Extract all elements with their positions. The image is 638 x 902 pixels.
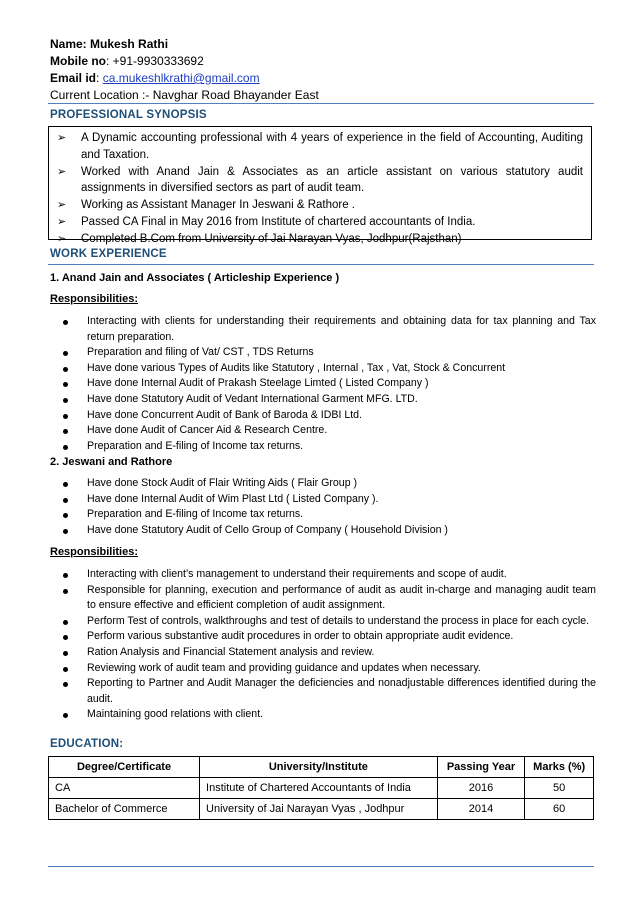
degree-cell: CA — [49, 778, 200, 799]
bullet-icon — [63, 667, 68, 672]
list-item-text: Reviewing work of audit team and providing guidance and updates when necessary. — [87, 661, 481, 674]
list-item-text: Have done Stock Audit of Flair Writing Aids ( Flair Group ) — [87, 477, 358, 489]
year-cell: 2014 — [437, 799, 525, 820]
bullet-icon — [63, 635, 68, 640]
list-item-text: Have done Internal Audit of Wim Plast Ltd ( Listed Company ). — [87, 492, 379, 505]
list-item — [50, 523, 596, 539]
list-item — [55, 214, 583, 231]
marks-cell: 60 — [525, 799, 594, 820]
education-title: EDUCATION: — [50, 738, 124, 750]
list-item-text: Reporting to Partner and Audit Manager the deficiencies and nonadjustable differences identified during the audit. — [87, 677, 596, 705]
work-title: WORK EXPERIENCE — [50, 248, 167, 260]
job2-responsibilities-list — [50, 567, 596, 723]
education-header-row — [49, 757, 594, 778]
list-item — [50, 439, 596, 455]
bullet-icon — [63, 429, 68, 434]
arrow-bullet-icon: ➢ — [57, 232, 67, 245]
arrow-bullet-icon: ➢ — [57, 215, 67, 228]
list-item-text: Working as Assistant Manager In Jeswani & Rathore . — [81, 199, 356, 212]
list-item-text: Perform Test of controls, walkthroughs and test of details to understand the process in place for each cycle. — [87, 614, 590, 627]
list-item-text: Perform various substantive audit procedures in order to obtain appropriate audit evidence. — [87, 630, 514, 643]
list-item — [50, 376, 596, 392]
list-item-text: A Dynamic accounting professional with 4 years of experience in the field of Accounting, Auditing and Taxation. — [81, 132, 583, 161]
job1-list — [50, 314, 596, 454]
list-item-text: Preparation and E-filing of Income tax returns. — [87, 508, 304, 521]
bullet-icon — [63, 498, 68, 503]
list-item — [55, 164, 583, 198]
mobile-line — [50, 53, 319, 70]
list-item-text: Interacting with clients for understanding their requirements and obtaining data for tax planning and Tax return preparation. — [87, 315, 596, 343]
header-passing-year: Passing Year — [437, 757, 525, 778]
list-item-text: Have done Statutory Audit of Vedant International Garment MFG. LTD. — [87, 392, 418, 405]
year-cell: 2016 — [437, 778, 525, 799]
bullet-icon — [63, 482, 68, 487]
university-cell: Institute of Chartered Accountants of India — [200, 778, 438, 799]
arrow-bullet-icon: ➢ — [57, 165, 67, 178]
list-item-text: Completed B.Com from University of Jai Narayan Vyas, Jodhpur(Rajsthan) — [81, 232, 462, 245]
bullet-icon — [63, 351, 68, 356]
location-line: Current Location :- Navghar Road Bhayander East — [50, 88, 319, 102]
list-item — [55, 197, 583, 214]
list-item — [50, 476, 596, 492]
bullet-icon — [63, 620, 68, 625]
education-table — [48, 756, 594, 820]
bullet-icon — [63, 382, 68, 387]
name-label: Name: — [50, 37, 91, 51]
list-item-text: Preparation and E-filing of Income tax returns. — [87, 439, 304, 452]
list-item-text: Have done Statutory Audit of Cello Group of Company ( Household Division ) — [87, 523, 448, 536]
list-item-text: Have done Internal Audit of Prakash Steelage Limted ( Listed Company ) — [87, 377, 429, 390]
bullet-icon — [63, 320, 68, 325]
bullet-icon — [63, 529, 68, 534]
mobile-value: : +91-9930333692 — [106, 54, 204, 68]
synopsis-box — [48, 126, 592, 245]
job2-responsibilities-label: Responsibilities: — [50, 546, 139, 558]
list-item — [50, 408, 596, 424]
list-item-text: Have done Concurrent Audit of Bank of Baroda & IDBI Ltd. — [87, 408, 363, 421]
header-degree: Degree/Certificate — [49, 757, 200, 778]
list-item — [50, 676, 596, 707]
arrow-bullet-icon: ➢ — [57, 132, 67, 144]
name-line — [50, 36, 319, 53]
bullet-icon — [63, 651, 68, 656]
mobile-label: Mobile no — [50, 54, 106, 68]
job1-responsibilities-label: Responsibilities: — [50, 293, 139, 305]
email-line — [50, 70, 319, 87]
bullet-icon — [63, 713, 68, 718]
list-item — [50, 707, 596, 723]
header-university: University/Institute — [200, 757, 438, 778]
bullet-icon — [63, 589, 68, 594]
list-item — [50, 629, 596, 645]
table-row — [49, 799, 594, 820]
list-item — [50, 492, 596, 508]
divider — [48, 264, 594, 265]
job2-title: 2. Jeswani and Rathore — [50, 456, 173, 468]
list-item — [55, 130, 583, 164]
email-link[interactable]: ca.mukeshlkrathi@gmail.com — [102, 71, 260, 85]
list-item — [50, 645, 596, 661]
list-item — [50, 614, 596, 630]
bullet-icon — [63, 513, 68, 518]
divider — [48, 103, 594, 104]
list-item — [55, 231, 583, 248]
bullet-icon — [63, 367, 68, 372]
job1-title: 1. Anand Jain and Associates ( Articleship Experience ) — [50, 272, 340, 284]
list-item — [50, 392, 596, 408]
bullet-icon — [63, 573, 68, 578]
contact-block — [50, 36, 319, 104]
list-item — [50, 423, 596, 439]
bullet-icon — [63, 682, 68, 687]
university-cell: University of Jai Narayan Vyas , Jodhpur — [200, 799, 438, 820]
list-item-text: Interacting with client’s management to understand their requirements and scope of audit. — [87, 568, 507, 580]
synopsis-title: PROFESSIONAL SYNOPSIS — [50, 109, 207, 121]
list-item — [50, 361, 596, 377]
list-item — [50, 567, 596, 583]
list-item — [50, 314, 596, 345]
email-label: Email id — [50, 71, 97, 85]
list-item-text: Ration Analysis and Financial Statement analysis and review. — [87, 645, 375, 658]
list-item-text: Preparation and filing of Vat/ CST , TDS Returns — [87, 346, 314, 359]
synopsis-list — [55, 130, 583, 248]
list-item-text: Responsible for planning, execution and performance of audit as audit in-charge and managing audit team to ensure effective and efficient completion of audit assignment. — [87, 583, 596, 612]
marks-cell: 50 — [525, 778, 594, 799]
job2-list — [50, 476, 596, 538]
list-item — [50, 345, 596, 361]
footer-divider — [48, 866, 594, 867]
list-item-text: Have done Audit of Cancer Aid & Research Centre. — [87, 424, 328, 437]
name-value: Mukesh Rathi — [90, 37, 169, 51]
list-item — [50, 661, 596, 677]
table-row — [49, 778, 594, 799]
arrow-bullet-icon: ➢ — [57, 199, 67, 212]
list-item-text: Worked with Anand Jain & Associates as an article assistant on various statutory audit assignments in diversified sectors as part of audit team. — [81, 165, 583, 195]
list-item-text: Have done various Types of Audits like Statutory , Internal , Tax , Vat, Stock & Concurrent — [87, 361, 506, 374]
bullet-icon — [63, 445, 68, 450]
bullet-icon — [63, 414, 68, 419]
list-item-text: Maintaining good relations with client. — [87, 708, 264, 721]
list-item — [50, 507, 596, 523]
email-separator: : — [96, 71, 103, 85]
header-marks: Marks (%) — [525, 757, 594, 778]
degree-cell: Bachelor of Commerce — [49, 799, 200, 820]
list-item-text: Passed CA Final in May 2016 from Institute of chartered accountants of India. — [81, 215, 476, 228]
bullet-icon — [63, 398, 68, 403]
list-item — [50, 583, 596, 614]
